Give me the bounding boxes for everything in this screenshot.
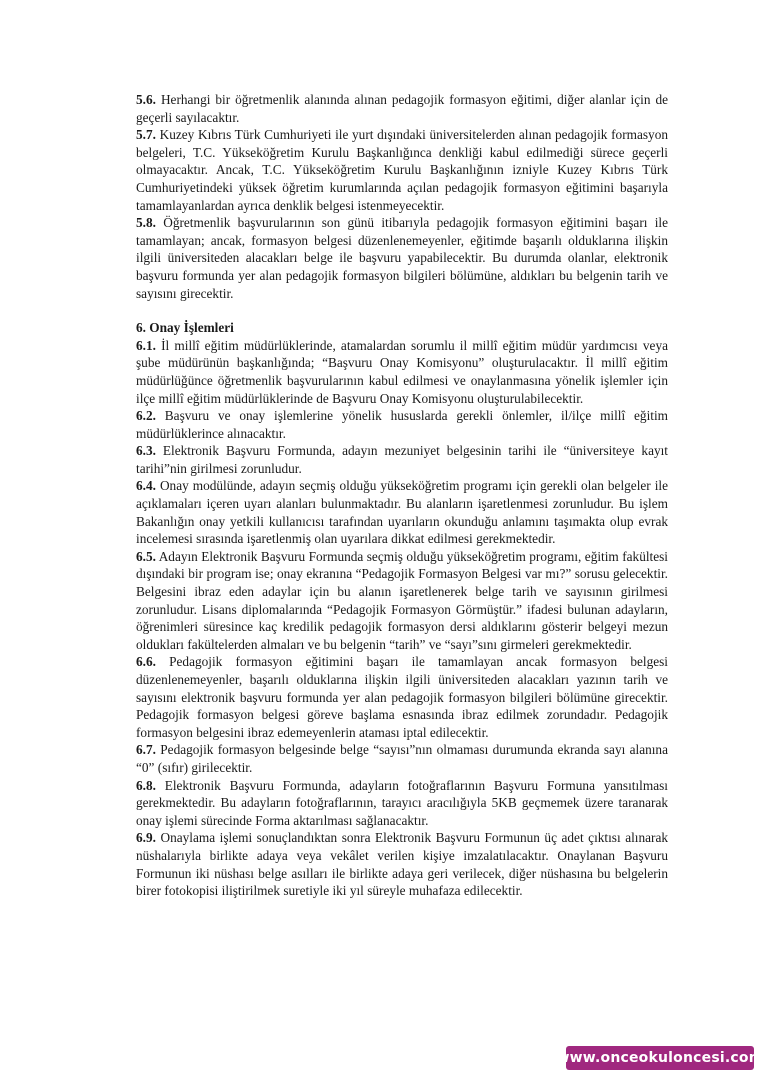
paragraph-text: Herhangi bir öğretmenlik alanında alınan pedagojik formasyon eğitimi, diğer alanlar için de geçerli sayılacaktır. <box>136 92 668 125</box>
section-6 <box>136 337 668 900</box>
paragraph-number: 6.5. <box>136 548 156 564</box>
paragraph-number: 6.9. <box>136 830 156 846</box>
paragraph-text: Pedagojik formasyon belgesinde belge “sayısı”nın olmaması durumunda ekranda sayı alanına “0” (sıfır) girilecektir. <box>136 742 668 775</box>
paragraph-text: Kuzey Kıbrıs Türk Cumhuriyeti ile yurt dışındaki üniversitelerden alınan pedagojik formasyon belgeleri, T.C. Yükseköğretim Kurulu Başkanlığınca denkliği kabul edilmediği sürece geçerli olmayacaktır. Ancak, T.C. Yükseköğretim Kurulu Başkanlığının izniyle Kuzey Kıbrıs Türk Cumhuriyetindeki yüksek öğretim kurumlarında açılan pedagojik formasyon eğitimini başarıyla tamamlayanlardan ayrıca denklik belgesi istenmeyecektir. <box>136 127 668 213</box>
paragraph-text: Onay modülünde, adayın seçmiş olduğu yükseköğretim programı için gerekli olan belgeler ile açıklamaları içeren uyarı alanları bulunmaktadır. Bu alanların işaretlenmesi zorunludur. Bu işlem Bakanlığın onay yetkili kullanıcısı tarafından uyarıların okunduğu anlamını taşımakta olup evrak incelemesi sırasında işaretlenmiş olan uyarılara dikkat edilmesi gerekmektedir. <box>136 478 669 547</box>
paragraph-text: Başvuru ve onay işlemlerine yönelik hususlarda gerekli önlemler, il/ilçe millî eğitim müdürlüklerince alınacaktır. <box>136 408 668 441</box>
paragraph-number: 6.4. <box>136 478 156 494</box>
paragraph-6-9 <box>136 829 668 899</box>
paragraph-5-7 <box>136 126 668 214</box>
paragraph-5-6 <box>136 91 668 126</box>
section-5 <box>136 91 668 302</box>
paragraph-text: Pedagojik formasyon eğitimini başarı ile tamamlayan ancak formasyon belgesi düzenlenemeyenler, başarılı olduklarına ilişkin ilgili üniversiteden alacakları yazının tarih ve sayısını elektronik başvuru formunda yer alan pedagojik formasyon bilgileri bölümüne girecektir. Pedagojik formasyon belgesi göreve başlama esnasında ibraz edilmek zorundadır. Pedagojik formasyon belgesini ibraz edemeyenlerin ataması iptal edilecektir. <box>136 654 669 740</box>
paragraph-6-3 <box>136 442 668 477</box>
paragraph-number: 6.3. <box>136 443 156 459</box>
paragraph-text: Onaylama işlemi sonuçlandıktan sonra Elektronik Başvuru Formunun üç adet çıktısı alınarak nüshalarıyla birlikte adaya veya vekâlet verilen kişiye imzalatılacaktır. Onaylanan Başvuru Formunun iki nüshası belge asılları ile birlikte adaya geri verilecek, diğer nüshasına bu belgelerin birer fotokopisi iliştirilmek suretiyle iki yıl süreyle muhafaza edilecektir. <box>136 830 669 899</box>
paragraph-text: Elektronik Başvuru Formunda, adayların fotoğraflarının Başvuru Formuna yansıtılması gerekmektedir. Bu adayların fotoğraflarının, tarayıcı aracılığıyla 5KB geçmemek üzere taranarak onay işlemi sürecinde Forma aktarılması sağlanacaktır. <box>136 777 668 828</box>
paragraph-number: 5.7. <box>136 127 156 143</box>
paragraph-text: İl millî eğitim müdürlüklerinde, atamalardan sorumlu il millî eğitim müdür yardımcısı veya şube müdürünün başkanlığında; “Başvuru Onay Komisyonu” oluşturulacaktır. İl millî eğitim müdürlüğünce öğretmenlik başvurularının kabul edilmesi ve onaylanmasına yönelik işlemler için ilçe millî eğitim müdürlüklerinde de Başvuru Onay Komisyonu oluşturulabilecektir. <box>136 337 669 406</box>
paragraph-text: Adayın Elektronik Başvuru Formunda seçmiş olduğu yükseköğretim programı, eğitim fakültesi dışındaki bir program ise; onay ekranına “Pedagojik Formasyon Belgesi var mı?” sorusu gelecektir. Belgesini ibraz eden adaylar için bu alanın işaretlenerek belge tarih ve sayısının girilmesi zorunludur. Lisans diplomalarında “Pedagojik Formasyon Görmüştür.” ifadesi bulunan adayların, öğrenimleri süresince kaç kredilik pedagojik formasyon dersi aldıklarını gösterir belgeyi mezun oldukları fakültelerden almaları ve bu belgenin “tarih” ve “sayı”sını girmeleri gerekmektedir. <box>136 548 669 652</box>
paragraph-number: 6.1. <box>136 337 156 353</box>
section-heading: 6. Onay İşlemleri <box>136 320 234 336</box>
website-watermark[interactable]: www.onceokuloncesi.com <box>566 1046 754 1070</box>
paragraph-5-8 <box>136 214 668 302</box>
paragraph-number: 6.7. <box>136 742 156 758</box>
paragraph-number: 5.6. <box>136 92 156 107</box>
paragraph-6-2 <box>136 407 668 442</box>
paragraph-6-4 <box>136 477 668 547</box>
paragraph-6-8 <box>136 777 668 830</box>
paragraph-number: 6.8. <box>136 777 156 793</box>
paragraph-6-6 <box>136 653 668 741</box>
paragraph-6-1 <box>136 337 668 407</box>
paragraph-number: 6.2. <box>136 408 156 424</box>
paragraph-number: 5.8. <box>136 215 156 231</box>
paragraph-6-7 <box>136 741 668 776</box>
paragraph-text: Elektronik Başvuru Formunda, adayın mezuniyet belgesinin tarihi ile “üniversiteye kayıt tarihi”nin girilmesi zorunludur. <box>136 443 669 476</box>
paragraph-text: Öğretmenlik başvurularının son günü itibarıyla pedagojik formasyon eğitimini başarı ile tamamlayan; ancak, formasyon belgesi düzenlenemeyenler, eğitimde başarılı olduklarına ilişkin ilgili üniversiteden alacakları belge ile başvuru yapabilecektir. Bu durumda olanlar, elektronik başvuru formunda yer alan pedagojik formasyon bilgileri bölümüne, aldıkları bu belgenin tarih ve sayısını girecektir. <box>136 215 668 301</box>
document-page <box>136 91 668 900</box>
paragraph-6-5 <box>136 548 668 654</box>
paragraph-number: 6.6. <box>136 654 156 670</box>
